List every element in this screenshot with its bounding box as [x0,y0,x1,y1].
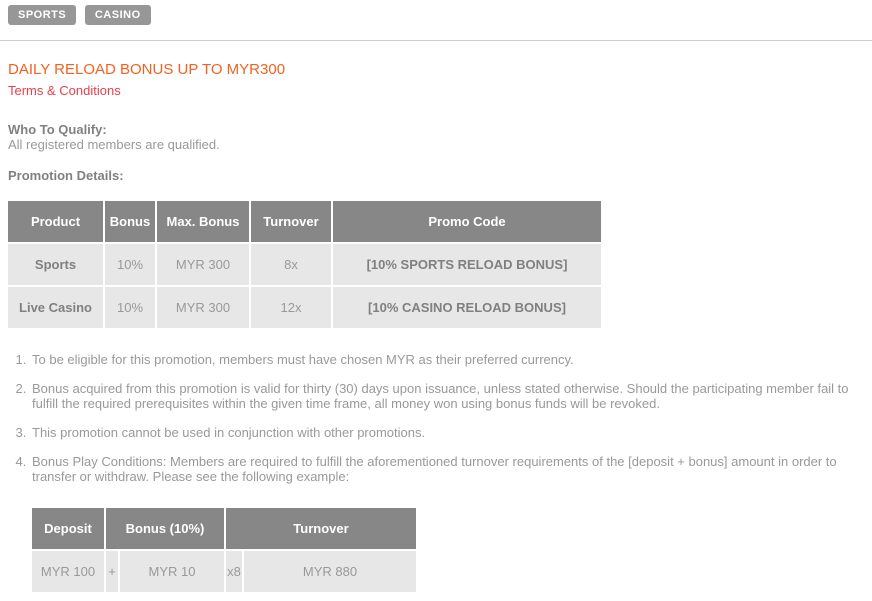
terms-conditions-link[interactable]: Terms & Conditions [8,83,121,98]
cell-promo-code: [10% CASINO RELOAD BONUS] [333,287,601,328]
cell-bonus: MYR 10 [120,551,224,592]
turnover-example-table [30,506,418,594]
header-cell-promo-code: Promo Code [333,201,601,242]
header-cell-bonus: Bonus [105,201,155,242]
cell-turnover: MYR 880 [244,551,416,592]
cell-promo-code: [10% SPORTS RELOAD BONUS] [333,244,601,285]
header-cell-turnover: Turnover [251,201,331,242]
divider [0,40,872,41]
tab-casino[interactable]: CASINO [85,5,151,25]
terms-list-item: 3. This promotion cannot be used in conjunction with other promotions. [30,425,864,440]
table-row [32,551,416,592]
terms-list [8,352,864,484]
qualify-text: All registered members are qualified. [8,137,220,152]
header-cell-deposit: Deposit [32,508,104,549]
cell-turnover: 8x [251,244,331,285]
header-cell-turnover: Turnover [226,508,416,549]
table-header-row [8,201,601,242]
header-cell-product: Product [8,201,103,242]
qualify-heading: Who To Qualify: [8,122,107,137]
terms-list-item: 2. Bonus acquired from this promotion is valid for thirty (30) days upon issuance, unless stated otherwise. Should the participating member fail to fulfill the required prerequisites within the given time frame, all money won using bonus funds will be revoked. [30,381,864,411]
cell-product: Live Casino [8,287,103,328]
cell-plus: + [106,551,118,592]
cell-max-bonus: MYR 300 [157,287,249,328]
cell-deposit: MYR 100 [32,551,104,592]
cell-bonus: 10% [105,244,155,285]
table-row [8,287,601,328]
cell-product: Sports [8,244,103,285]
cell-multiplier: x8 [226,551,242,592]
table-header-row [32,508,416,549]
table-row [8,244,601,285]
promotion-details-heading: Promotion Details: [8,168,124,183]
tab-sports[interactable]: SPORTS [8,5,76,25]
header-cell-bonus-10: Bonus (10%) [106,508,224,549]
cell-max-bonus: MYR 300 [157,244,249,285]
tab-bar [8,5,864,25]
cell-turnover: 12x [251,287,331,328]
cell-bonus: 10% [105,287,155,328]
terms-list-item: 1. To be eligible for this promotion, members must have chosen MYR as their preferred currency. [30,352,864,367]
header-cell-max-bonus: Max. Bonus [157,201,249,242]
page-title: DAILY RELOAD BONUS UP TO MYR300 [8,61,286,78]
terms-list-item: 4. Bonus Play Conditions: Members are required to fulfill the aforementioned turnover requirements of the [deposit + bonus] amount in order to transfer or withdraw. Please see the following example: [30,454,864,484]
promo-details-table [6,199,603,330]
